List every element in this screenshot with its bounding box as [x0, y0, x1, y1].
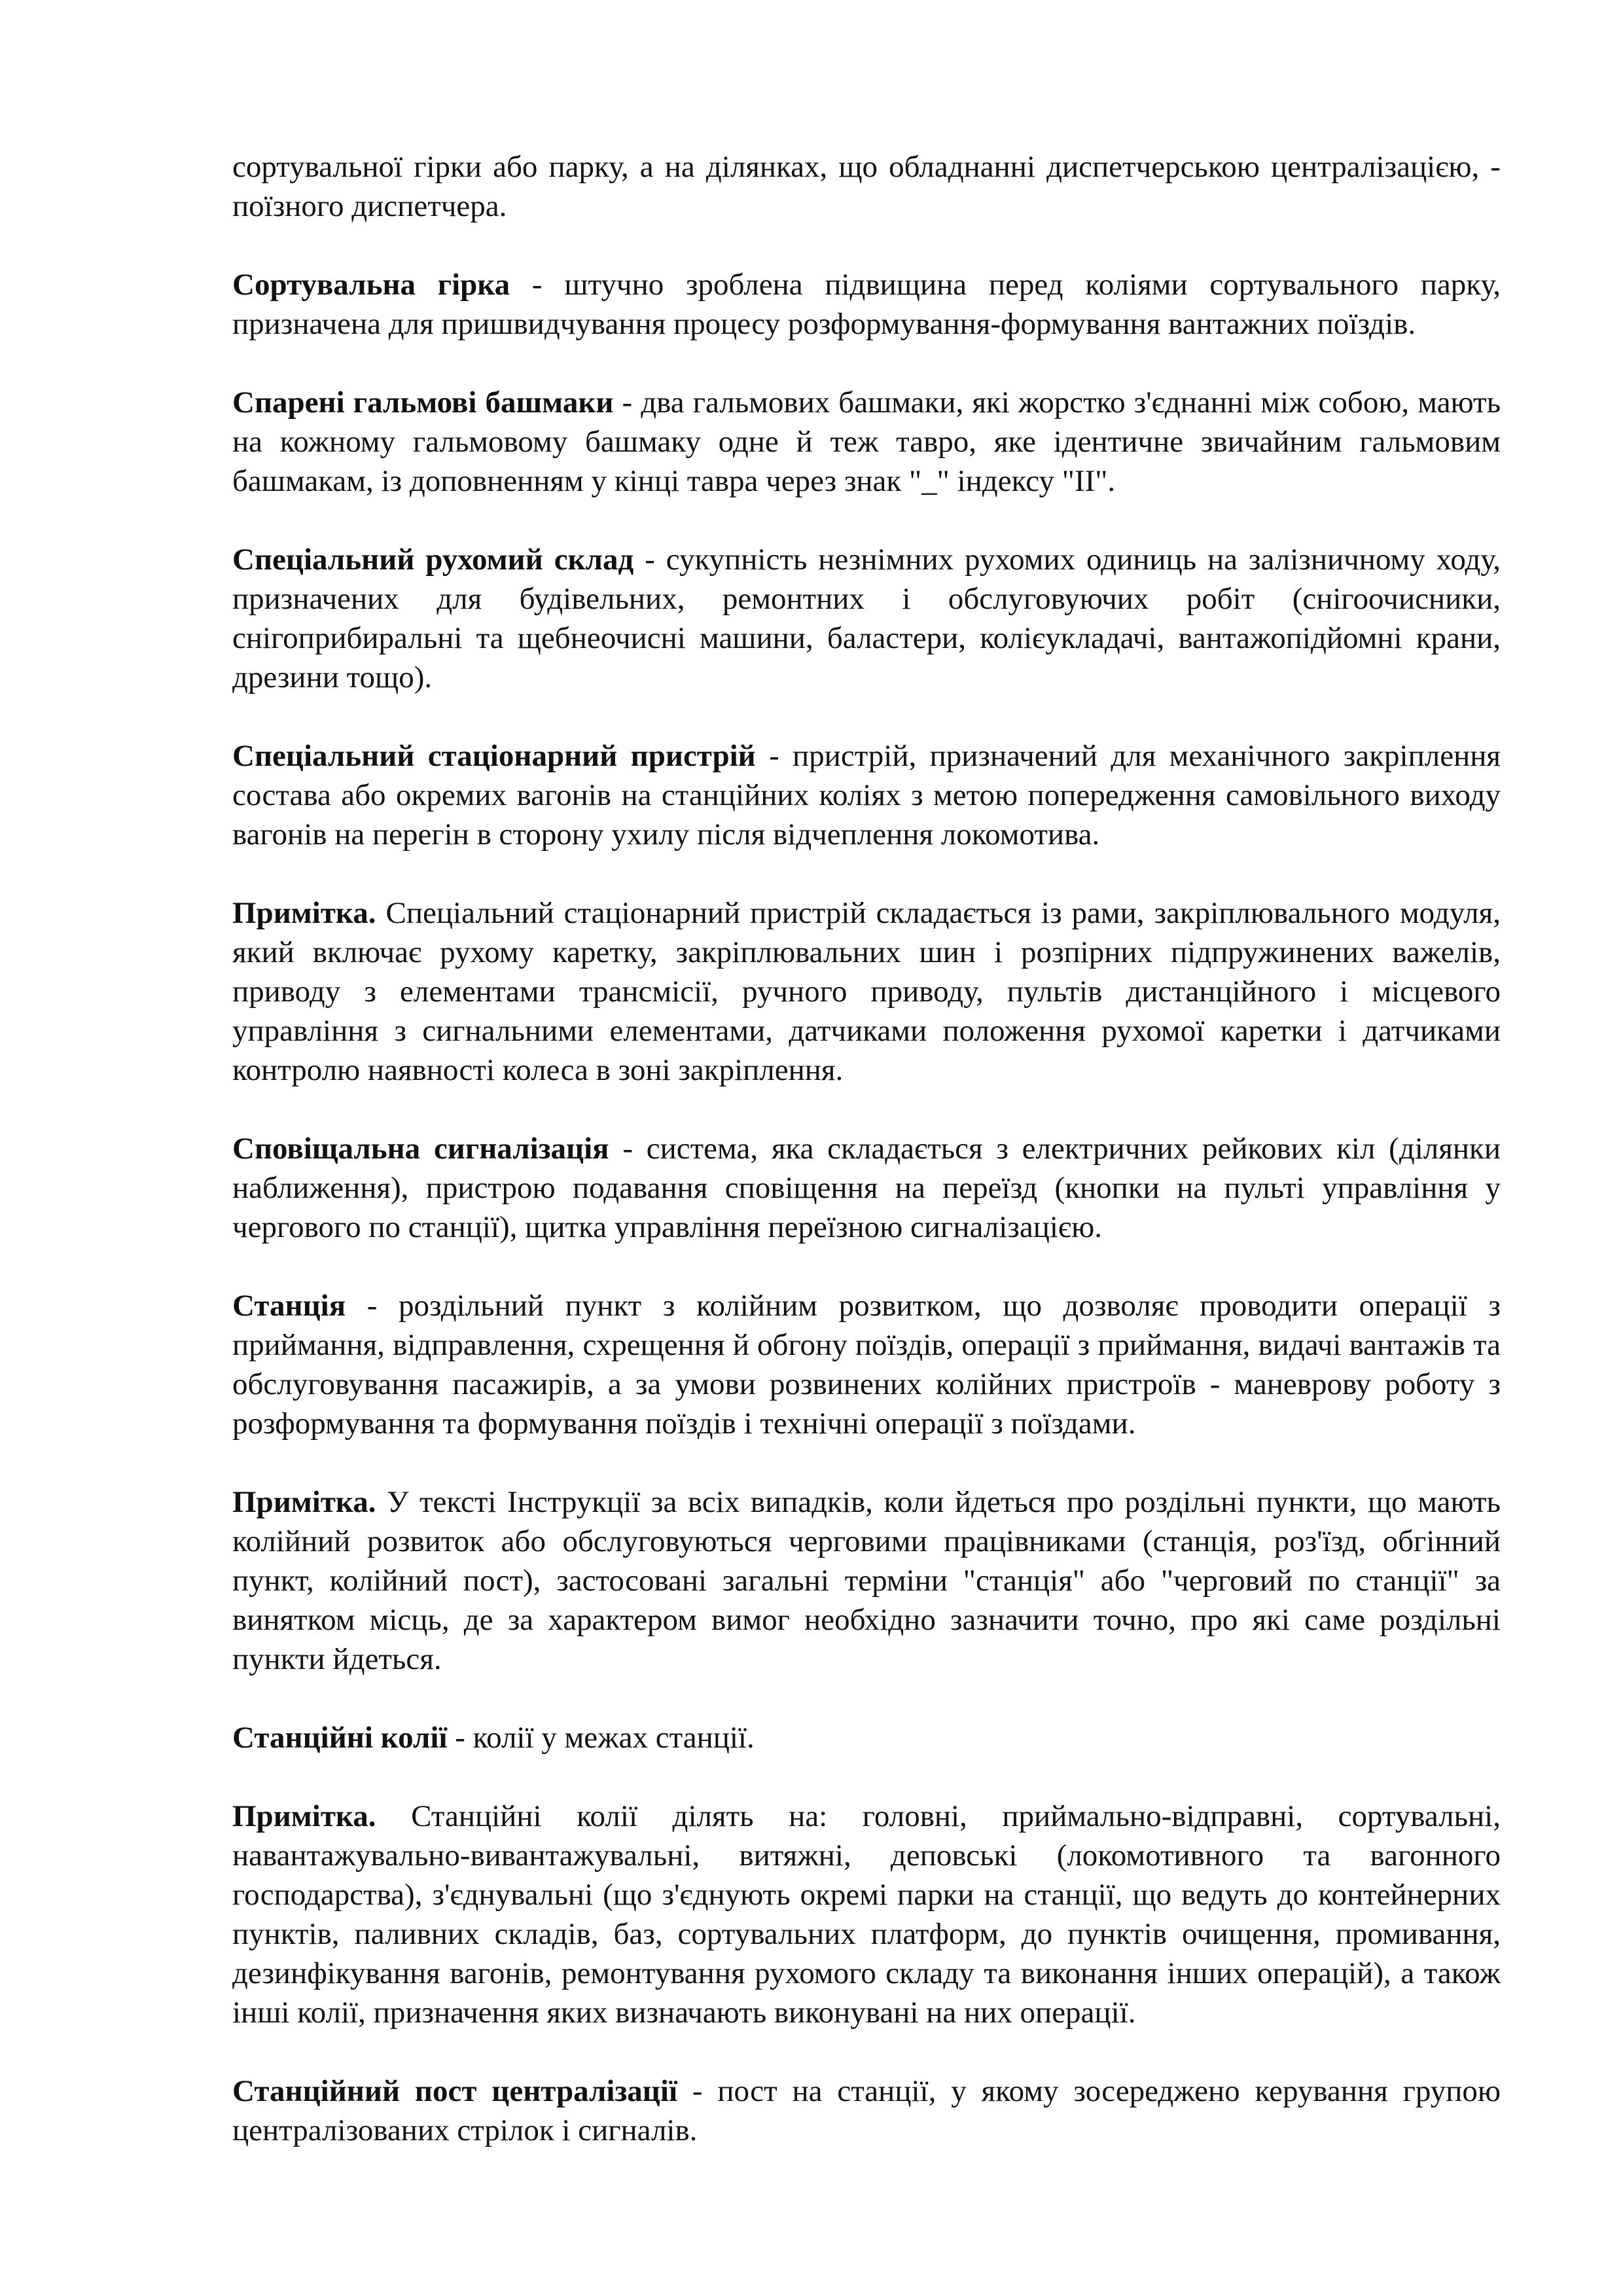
note-label: Примітка.: [232, 1799, 376, 1833]
note-statsionarnyi-prystrii: [232, 893, 1501, 1090]
definition-spovishchalna-syhnalizatsiia: [232, 1129, 1501, 1247]
note-stantsiini-kolii: [232, 1797, 1501, 2032]
definition-text: - сукупність незнімних рухомих одиниць на залізничному ходу, призначених для будівельних, ремонтних і обслуговуючих робіт (снігоочисники, снігоприбиральні та щебнеочисні машини, баластери, колієукладачі, вантажопідйомні крани, дрезини тощо).: [232, 543, 1501, 694]
definition-stantsiini-kolii: [232, 1718, 1501, 1757]
definition-sortuvalna-hirka: [232, 265, 1501, 344]
definition-text: - система, яка складається з електричних рейкових кіл (ділянки наближення), пристрою подавання сповіщення на переїзд (кнопки на пульті управління у чергового по станції), щитка управління переїзною сигналізацією.: [232, 1132, 1501, 1244]
note-text: У тексті Інструкції за всіх випадків, коли йдеться про роздільні пункти, що мають колійний розвиток або обслуговуються черговими працівниками (станція, роз'їзд, обгінний пункт, колійний пост), застосовані загальні терміни "станція" або "черговий по станції" за винятком місць, де за характером вимог необхідно зазначити точно, про які саме роздільні пункти йдеться.: [232, 1485, 1501, 1676]
term-heading: Сортувальна гірка: [232, 268, 510, 302]
paragraph-text: сортувальної гірки або парку, а на ділянках, що обладнанні диспетчерською централізацією, - поїзного диспетчера.: [232, 150, 1501, 223]
term-heading: Сповіщальна сигналізація: [232, 1132, 609, 1166]
note-label: Примітка.: [232, 896, 376, 930]
definition-stantsiia: [232, 1286, 1501, 1443]
definition-stantsiinyi-post-tsentralizatsii: [232, 2072, 1501, 2150]
term-heading: Станція: [232, 1289, 346, 1323]
note-text: Станційні колії ділять на: головні, приймально-відправні, сортувальні, навантажувально-вивантажувальні, витяжні, деповські (локомотивного та вагонного господарства), з'єднувальні (що з'єднують окремі парки на станції, що ведуть до контейнерних пунктів, паливних складів, баз, сортувальних платформ, до пунктів очищення, промивання, дезинфікування вагонів, ремонтування рухомого складу та виконання інших операцій), а також інші колії, призначення яких визначають виконувані на них операції.: [232, 1799, 1501, 2030]
term-heading: Спеціальний стаціонарний пристрій: [232, 739, 756, 773]
definition-spareni-halmovi-bashmaky: [232, 383, 1501, 501]
definition-text: - два гальмових башмаки, які жорстко з'єднанні між собою, мають на кожному гальмовому башмаку одне й теж тавро, яке ідентичне звичайним гальмовим башмакам, із доповненням у кінці тавра через знак "_" індексу "ІІ".: [232, 386, 1501, 498]
definition-text: - роздільний пункт з колійним розвитком, що дозволяє проводити операції з приймання, відправлення, схрещення й обгону поїздів, операції з приймання, видачі вантажів та обслуговування пасажирів, а за умови розвинених колійних пристроїв - маневрову роботу з розформування та формування поїздів і технічні операції з поїздами.: [232, 1289, 1501, 1441]
definition-text: - колії у межах станції.: [447, 1721, 755, 1755]
definition-spetsialnyi-statsionarnyi-prystrii: [232, 736, 1501, 854]
note-label: Примітка.: [232, 1485, 376, 1519]
term-heading: Станційні колії: [232, 1721, 448, 1755]
term-heading: Спарені гальмові башмаки: [232, 386, 614, 420]
note-stantsiia: [232, 1482, 1501, 1679]
term-heading: Станційний пост централізації: [232, 2074, 678, 2108]
document-page: [232, 147, 1501, 2150]
term-heading: Спеціальний рухомий склад: [232, 543, 634, 577]
definition-spetsialnyi-rukhomyi-sklad: [232, 540, 1501, 697]
paragraph-continuation: [232, 147, 1501, 226]
definition-text: - штучно зроблена підвищина перед коліями сортувального парку, призначена для пришвидчування процесу розформування-формування вантажних поїздів.: [232, 268, 1501, 341]
definition-text: - пристрій, призначений для механічного закріплення состава або окремих вагонів на станційних коліях з метою попередження самовільного виходу вагонів на перегін в сторону ухилу після відчеплення локомотива.: [232, 739, 1501, 852]
definition-text: - пост на станції, у якому зосереджено керування групою централізованих стрілок і сигналів.: [232, 2074, 1501, 2147]
note-text: Спеціальний стаціонарний пристрій складається із рами, закріплювального модуля, який включає рухому каретку, закріплювальних шин і розпірних підпружинених важелів, приводу з елементами трансмісії, ручного приводу, пультів дистанційного і місцевого управління з сигнальними елементами, датчиками положення рухомої каретки і датчиками контролю наявності колеса в зоні закріплення.: [232, 896, 1501, 1087]
